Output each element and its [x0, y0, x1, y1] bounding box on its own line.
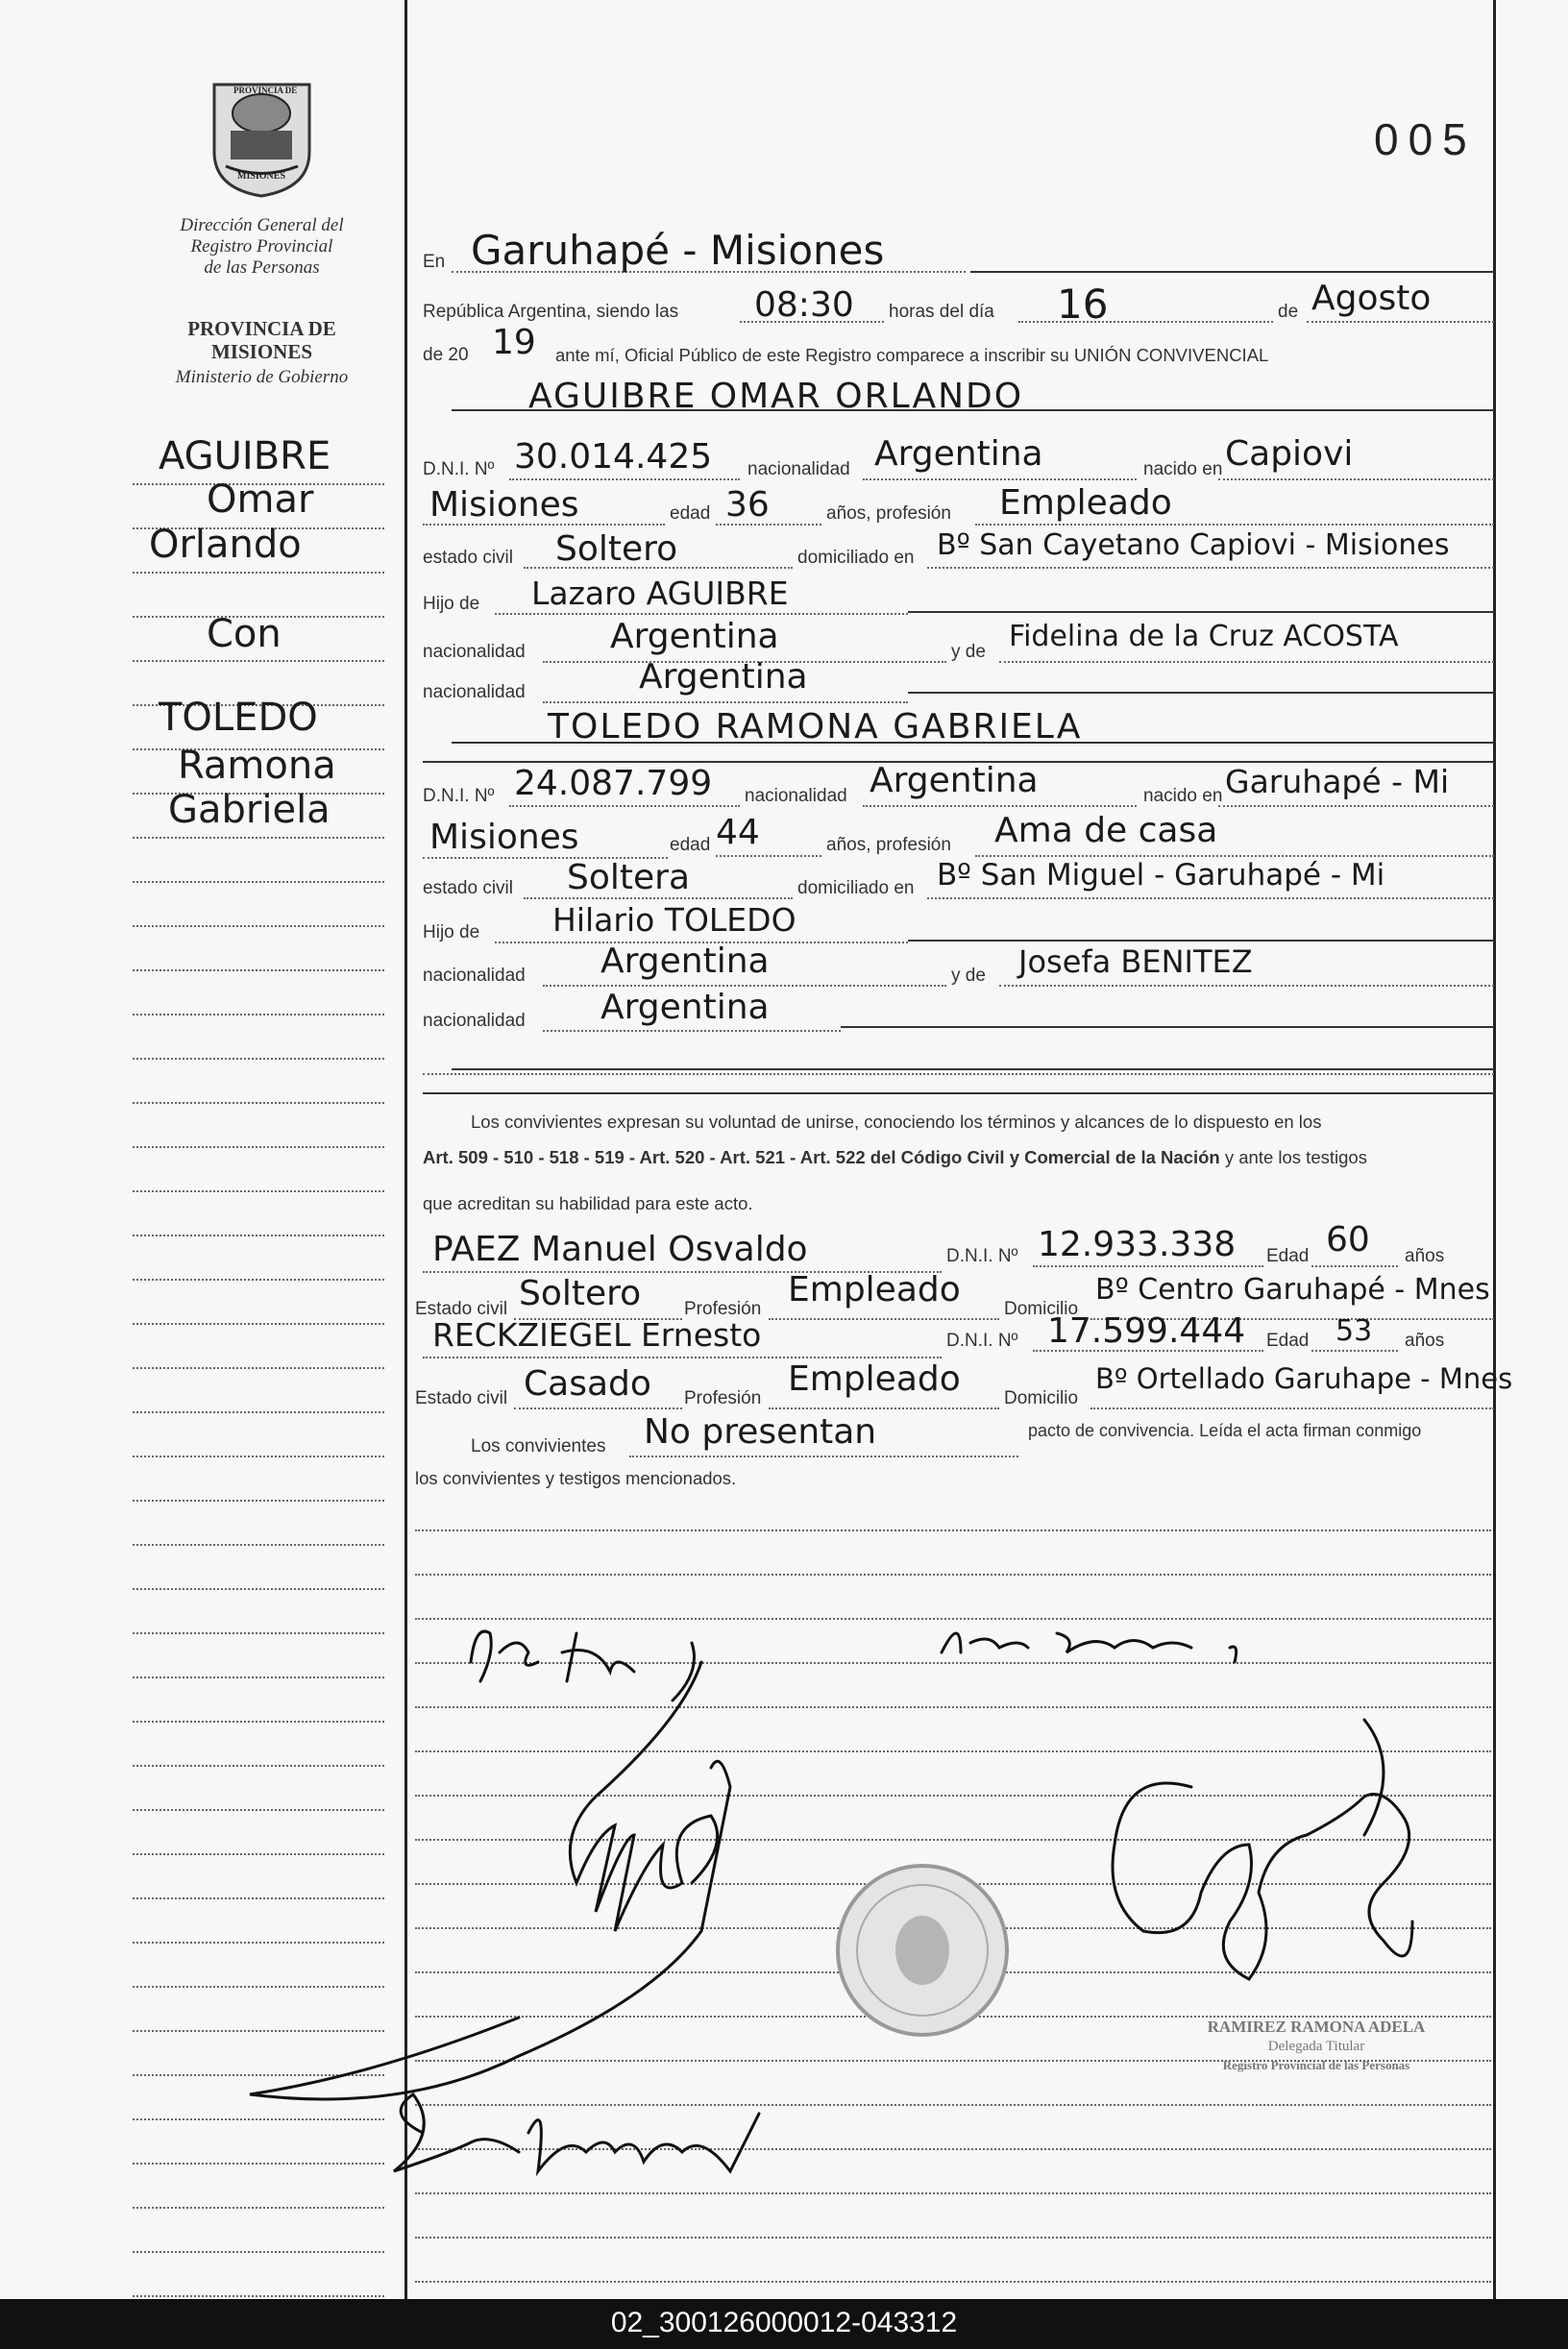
w2-estado: Casado [524, 1364, 651, 1404]
province-line-2: MISIONES [210, 340, 313, 363]
p1-nacido-cont: Misiones [429, 485, 579, 525]
w2-anos-label: años [1405, 1331, 1445, 1351]
p2-estado-line [524, 897, 793, 899]
p2-nacpadre-label: nacionalidad [423, 966, 526, 986]
p2-edad-label: edad [670, 835, 711, 855]
blank-line-solid [452, 1068, 1494, 1070]
signature-witness-2 [394, 2094, 759, 2171]
margin-line-5: TOLEDO [159, 696, 318, 740]
margin-line-2: Omar [207, 477, 314, 522]
decl-line-3: que acreditan su habilidad para este acto. [423, 1193, 753, 1213]
p2-padre-value: Hilario TOLEDO [552, 901, 796, 939]
p2-nacpadre-line [543, 985, 946, 987]
w1-dni-label: D.N.I. Nº [946, 1246, 1018, 1266]
p2-hijo-label: Hijo de [423, 922, 480, 942]
p2-nacido-label: nacido en [1143, 786, 1223, 806]
decl-line-1: Los convivientes expresan su voluntad de unirse, conociendo los términos y alcances de lo dispuesto en los [471, 1112, 1322, 1132]
w2-profesion-line [769, 1407, 999, 1409]
p2-nac-line [863, 805, 1137, 807]
p1-dni-label: D.N.I. Nº [423, 459, 495, 479]
p2-madre-line [999, 985, 1494, 987]
signature-witness-1 [250, 1662, 730, 2099]
closing-line-2: los convivientes y testigos mencionados. [415, 1468, 737, 1488]
agency-line-1: Dirección General del [180, 215, 344, 235]
p1-madre-value: Fidelina de la Cruz ACOSTA [1009, 620, 1399, 653]
p1-nacmadre-value: Argentina [639, 657, 808, 697]
pacto-text: pacto de convivencia. Leída el acta firman conmigo [1028, 1421, 1422, 1440]
w1-edad: 60 [1326, 1220, 1370, 1260]
margin-ruled-line [133, 1279, 384, 1281]
w2-dni-label: D.N.I. Nº [946, 1331, 1018, 1351]
p1-nacpadre-label: nacionalidad [423, 642, 526, 662]
w2-profesion-label: Profesión [684, 1388, 762, 1408]
signature-official [1113, 1720, 1412, 1979]
republica-label: República Argentina, siendo las [423, 302, 679, 322]
p1-nacmadre-solid [908, 692, 1494, 694]
margin-ruled-line [133, 1235, 384, 1236]
en-label: En [423, 252, 446, 272]
de-label: de [1278, 302, 1299, 322]
p1-profesion-line [975, 524, 1494, 526]
body-ruled-line [415, 2237, 1491, 2239]
p2-profesion-value: Ama de casa [994, 811, 1218, 850]
decl-witness-text: y ante los testigos [1224, 1147, 1367, 1167]
horas-label: horas del día [889, 302, 994, 322]
p1-nacmadre-line [543, 701, 908, 703]
body-ruled-line [415, 2192, 1491, 2194]
person1-name: AGUIBRE OMAR ORLANDO [528, 377, 1024, 416]
p1-domicilio-value: Bº San Cayetano Capiovi - Misiones [937, 528, 1450, 562]
p1-edad-label: edad [670, 503, 711, 524]
w2-domicilio: Bº Ortellado Garuhape - Mnes [1095, 1362, 1513, 1395]
official-name: RAMIREZ RAMONA ADELA [1207, 2018, 1426, 2036]
p2-estado-value: Soltera [567, 858, 691, 897]
margin-ruled-line [133, 925, 384, 927]
body-ruled-line [415, 1574, 1491, 1576]
right-margin-rule [1493, 0, 1496, 2299]
pacto-line [629, 1456, 1018, 1457]
month-line [1307, 321, 1494, 323]
margin-ruled-line [133, 1544, 384, 1546]
w1-domicilio-label: Domicilio [1004, 1299, 1079, 1319]
p1-padre-line [495, 613, 908, 615]
w1-dni-line [1033, 1265, 1263, 1267]
p1-nac-line [863, 478, 1137, 480]
p1-nacido-line [1218, 478, 1494, 480]
p1-nacmadre-label: nacionalidad [423, 682, 526, 702]
p2-edad-line [716, 855, 821, 857]
w1-profesion: Empleado [788, 1270, 961, 1309]
w2-domicilio-label: Domicilio [1004, 1388, 1079, 1408]
agency-line-2: Registro Provincial [190, 236, 333, 257]
margin-ruled-line [133, 969, 384, 971]
w1-domicilio: Bº Centro Garuhapé - Mnes [1095, 1273, 1490, 1307]
province-line-1: PROVINCIA DE [187, 317, 336, 340]
ministry-name: Ministerio de Gobierno [175, 367, 349, 387]
p1-nac-value: Argentina [874, 434, 1043, 474]
margin-ruled-line [133, 881, 384, 883]
w2-domicilio-line [1090, 1407, 1494, 1409]
place-line-solid [970, 271, 1494, 273]
p2-domicilio-value: Bº San Miguel - Garuhapé - Mi [937, 858, 1385, 893]
p2-yde-label: y de [951, 966, 986, 986]
footer-bar [0, 2299, 1568, 2349]
p2-nac-value: Argentina [870, 761, 1039, 800]
p2-nacido-value: Garuhapé - Mi [1225, 763, 1450, 800]
margin-ruled-line [133, 572, 384, 574]
p1-yde-label: y de [951, 642, 986, 662]
page-number: 005 [1374, 114, 1477, 164]
body-ruled-line [415, 1529, 1491, 1531]
w2-name-line [423, 1357, 942, 1358]
p1-profesion-label: años, profesión [826, 503, 951, 524]
w1-dni: 12.933.338 [1038, 1225, 1237, 1264]
p2-estado-label: estado civil [423, 878, 513, 898]
p1-dni-value: 30.014.425 [514, 437, 713, 477]
body-ruled-line [415, 2281, 1491, 2283]
margin-ruled-line [133, 2207, 384, 2209]
p1-dni-line [509, 478, 740, 480]
margin-ruled-line [133, 1058, 384, 1060]
p2-nacmadre-solid [841, 1026, 1494, 1028]
signature-conviviente-2 [942, 1633, 1237, 1662]
p1-domicilio-label: domiciliado en [797, 548, 915, 568]
w1-profesion-line [769, 1318, 999, 1320]
p1-nacpadre-value: Argentina [610, 617, 779, 656]
margin-line-6: Ramona [178, 744, 336, 788]
p2-nacmadre-value: Argentina [600, 988, 770, 1027]
p1-hijo-label: Hijo de [423, 594, 480, 614]
p1-nacido-value: Capiovi [1225, 434, 1354, 474]
margin-ruled-line [133, 837, 384, 839]
w1-edad-label: Edad [1266, 1246, 1310, 1266]
w1-estado-label: Estado civil [415, 1299, 508, 1319]
p2-edad-value: 44 [716, 813, 760, 852]
p2-dni-line [509, 805, 740, 807]
w2-profesion: Empleado [788, 1359, 961, 1399]
month-value: Agosto [1311, 279, 1432, 318]
official-office: Registro Provincial de las Personas [1222, 2058, 1410, 2072]
decl-articles: Art. 509 - 510 - 518 - 519 - Art. 520 - Art. 521 - Art. 522 del Código Civil y Comercial de la Nación [423, 1147, 1220, 1167]
p1-estado-value: Soltero [555, 529, 678, 569]
official-stamp-text [1172, 2018, 1460, 2075]
signatures-area [231, 1595, 1480, 2190]
section-rule-2 [423, 1092, 1494, 1094]
w2-estado-label: Estado civil [415, 1388, 508, 1408]
province-seal-logo [207, 75, 317, 200]
p1-padre-value: Lazaro AGUIBRE [531, 575, 789, 612]
p1-edad-value: 36 [725, 485, 770, 525]
agency-name [135, 215, 389, 279]
w2-name: RECKZIEGEL Ernesto [432, 1316, 762, 1354]
margin-ruled-line [133, 1411, 384, 1413]
blank-line [423, 1073, 1494, 1075]
margin-ruled-line [133, 1367, 384, 1369]
closing-los-label: Los convivientes [471, 1436, 606, 1456]
year-suffix-value: 19 [492, 323, 536, 362]
p2-profesion-line [975, 855, 1494, 857]
margin-ruled-line [133, 1323, 384, 1325]
margin-ruled-line [133, 1456, 384, 1457]
partner-name: TOLEDO RAMONA GABRIELA [548, 707, 1083, 746]
p1-nac-label: nacionalidad [747, 459, 850, 479]
margin-ruled-line [133, 1102, 384, 1104]
p2-nacido-cont: Misiones [429, 818, 579, 857]
decl-line-2 [423, 1147, 1367, 1168]
p2-nac-label: nacionalidad [745, 786, 847, 806]
margin-ruled-line [133, 1500, 384, 1502]
p2-nacpadre-value: Argentina [600, 942, 770, 981]
p2-domicilio-label: domiciliado en [797, 878, 915, 898]
signature-conviviente-1 [471, 1631, 695, 1701]
document-code: 02_300126000012-043312 [610, 2307, 958, 2338]
margin-ruled-line [133, 1588, 384, 1590]
p1-madre-line [999, 661, 1494, 663]
w1-profesion-label: Profesión [684, 1299, 762, 1319]
seal-top-text: PROVINCIA DE [233, 86, 298, 95]
w2-edad-line [1311, 1350, 1398, 1352]
w1-name: PAEZ Manuel Osvaldo [432, 1230, 808, 1269]
p2-dni-label: D.N.I. Nº [423, 786, 495, 806]
w2-dni: 17.599.444 [1047, 1311, 1246, 1351]
p2-profesion-label: años, profesión [826, 835, 951, 855]
place-value: Garuhapé - Misiones [471, 227, 885, 274]
margin-line-3: Orlando [149, 523, 302, 567]
p1-nacido-label: nacido en [1143, 459, 1223, 479]
margin-line-7: Gabriela [168, 788, 331, 832]
ante-label: ante mí, Oficial Público de este Registro comparece a inscribir su UNIÓN CONVIVENCIAL [555, 345, 1269, 365]
w2-estado-line [514, 1407, 682, 1409]
registry-stamp [838, 1866, 1007, 2035]
p2-domicilio-line [927, 897, 1494, 899]
p2-nacmadre-label: nacionalidad [423, 1011, 526, 1031]
p1-profesion-value: Empleado [999, 483, 1172, 523]
margin-line-1: AGUIBRE [159, 434, 331, 478]
p2-nacmadre-line [543, 1030, 841, 1032]
seal-bottom-text: MISIONES [237, 171, 286, 182]
agency-line-3: de las Personas [204, 257, 320, 278]
p1-domicilio-line [927, 567, 1494, 569]
pacto-value: No presentan [644, 1412, 877, 1452]
margin-ruled-line [133, 1190, 384, 1192]
margin-line-4: Con [207, 612, 282, 656]
province-name [135, 317, 389, 363]
p2-madre-value: Josefa BENITEZ [1018, 943, 1253, 980]
margin-ruled-line [133, 1014, 384, 1015]
p1-padre-solid [908, 611, 1494, 613]
margin-ruled-line [133, 660, 384, 662]
w2-edad-label: Edad [1266, 1331, 1310, 1351]
p2-dni-value: 24.087.799 [514, 764, 713, 803]
p2-padre-solid [908, 940, 1494, 942]
hour-value: 08:30 [754, 285, 854, 325]
w1-edad-line [1311, 1265, 1398, 1267]
day-value: 16 [1057, 281, 1109, 328]
margin-ruled-line [133, 2295, 384, 2297]
w1-anos-label: años [1405, 1246, 1445, 1266]
w1-estado: Soltero [519, 1274, 642, 1313]
margin-ruled-line [133, 2251, 384, 2253]
margin-ruled-line [133, 1146, 384, 1148]
official-title: Delegada Titular [1267, 2039, 1365, 2054]
de20-label: de 20 [423, 345, 469, 365]
p1-estado-label: estado civil [423, 548, 513, 568]
p2-nacido-line [1218, 805, 1494, 807]
w2-edad: 53 [1335, 1314, 1373, 1348]
